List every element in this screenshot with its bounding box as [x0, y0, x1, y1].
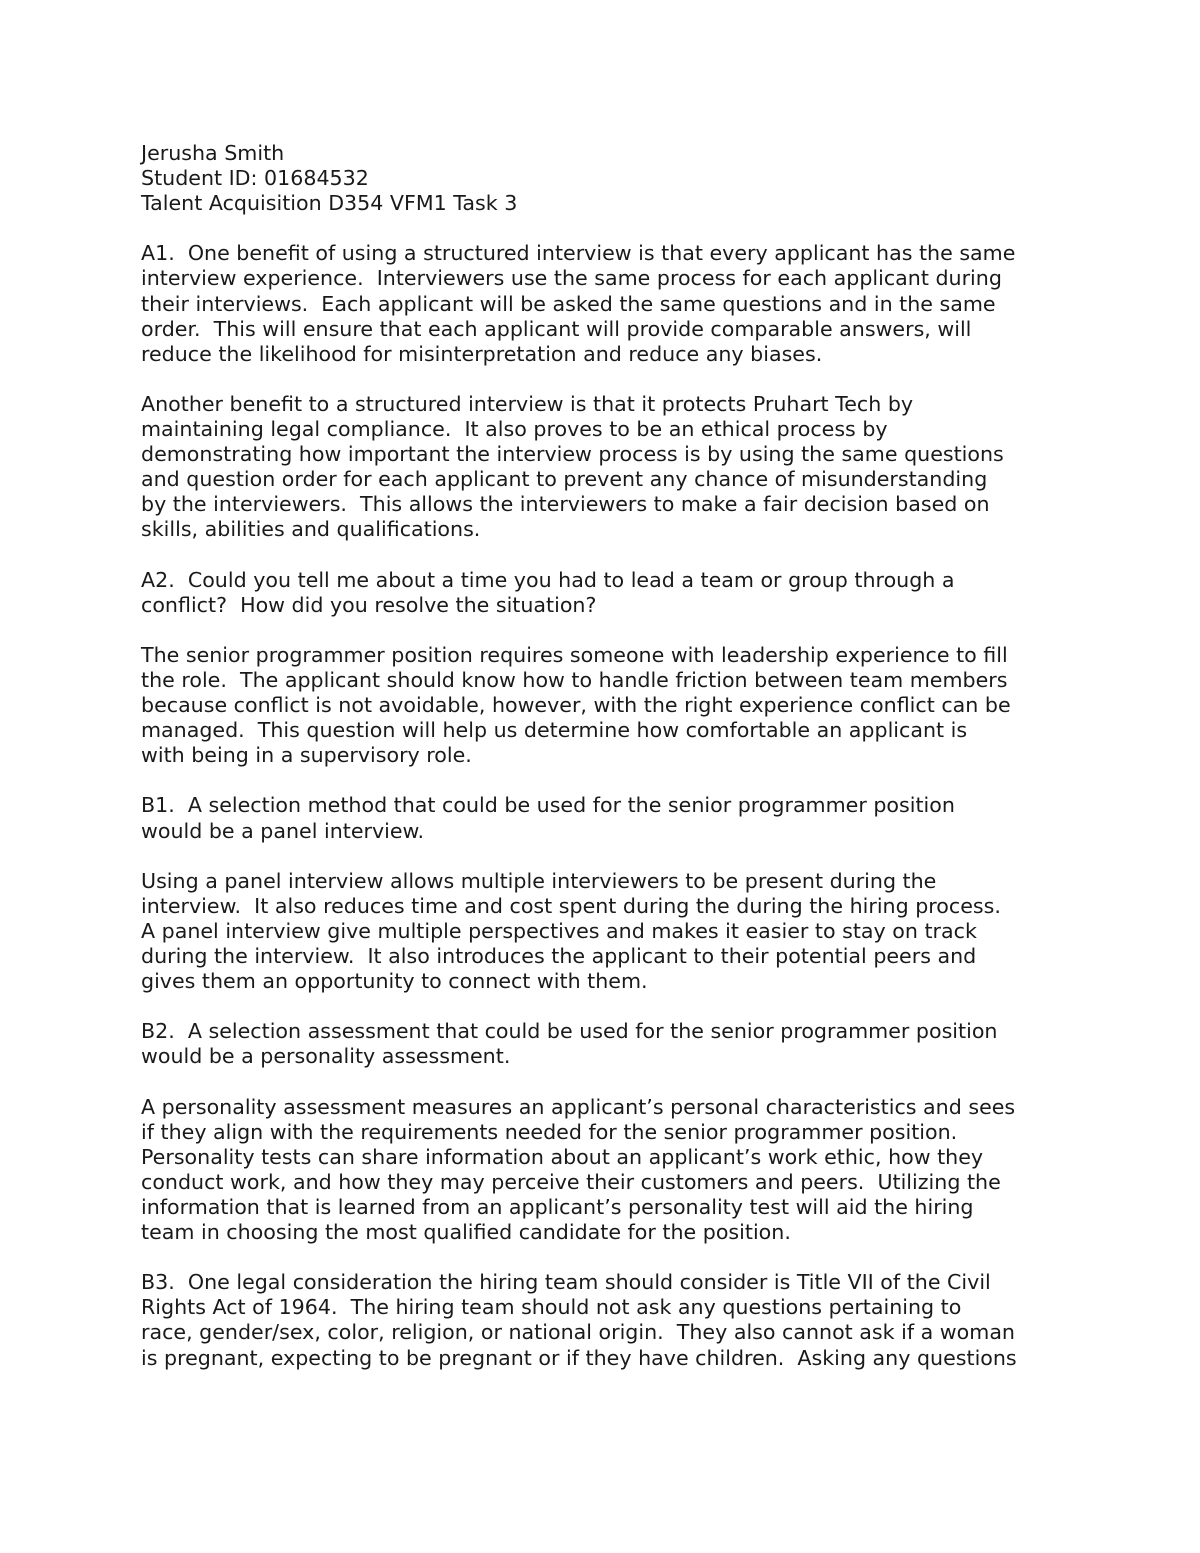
text-line: Using a panel interview allows multiple interviewers to be present during the — [141, 868, 937, 893]
text-line: B3. One legal consideration the hiring team should consider is Title VII of the Civil — [141, 1270, 991, 1295]
paragraph-b1-second — [141, 869, 1066, 994]
paragraph-b2-second — [141, 1095, 1066, 1246]
text-line: maintaining legal compliance. It also proves to be an ethical process by — [141, 417, 888, 442]
text-line: A panel interview give multiple perspectives and makes it easier to stay on track — [141, 918, 977, 943]
text-line: reduce the likelihood for misinterpretation and reduce any biases. — [141, 341, 823, 366]
text-line: A1. One benefit of using a structured interview is that every applicant has the same — [141, 241, 1016, 266]
text-line: race, gender/sex, color, religion, or national origin. They also cannot ask if a woman — [141, 1320, 1015, 1345]
text-line: interview experience. Interviewers use the same process for each applicant during — [141, 266, 1002, 291]
document-page — [141, 141, 1066, 1371]
text-line: would be a personality assessment. — [141, 1044, 511, 1069]
text-line: conflict? How did you resolve the situation? — [141, 592, 597, 617]
student-id: Student ID: 01684532 — [141, 166, 369, 191]
text-line: interview. It also reduces time and cost spent during the during the hiring process. — [141, 893, 1001, 918]
text-line: with being in a supervisory role. — [141, 743, 472, 768]
text-line: gives them an opportunity to connect with them. — [141, 969, 648, 994]
text-line: and question order for each applicant to prevent any chance of misunderstanding — [141, 467, 988, 492]
paragraph-b3 — [141, 1270, 1066, 1370]
text-line: Personality tests can share information about an applicant’s work ethic, how they — [141, 1144, 984, 1169]
text-line: managed. This question will help us determine how comfortable an applicant is — [141, 718, 968, 743]
text-line: skills, abilities and qualifications. — [141, 517, 481, 542]
text-line: team in choosing the most qualified candidate for the position. — [141, 1220, 791, 1245]
text-line: the role. The applicant should know how to handle friction between team members — [141, 667, 1008, 692]
text-line: information that is learned from an applicant’s personality test will aid the hiring — [141, 1194, 974, 1219]
text-line: Another benefit to a structured interview is that it protects Pruhart Tech by — [141, 391, 914, 416]
text-line: A2. Could you tell me about a time you had to lead a team or group through a — [141, 567, 955, 592]
text-line: because conflict is not avoidable, however, with the right experience conflict can be — [141, 693, 1011, 718]
author-name: Jerusha Smith — [141, 141, 285, 165]
text-line: demonstrating how important the interview process is by using the same questions — [141, 442, 1004, 467]
text-line: A personality assessment measures an applicant’s personal characteristics and sees — [141, 1094, 1016, 1119]
text-line: conduct work, and how they may perceive their customers and peers. Utilizing the — [141, 1169, 1001, 1194]
text-line: B1. A selection method that could be used for the senior programmer position — [141, 793, 955, 818]
text-line: if they align with the requirements needed for the senior programmer position. — [141, 1119, 958, 1144]
text-line: The senior programmer position requires someone with leadership experience to fill — [141, 642, 1008, 667]
text-line: would be a panel interview. — [141, 818, 425, 843]
paragraph-b1 — [141, 793, 1066, 843]
text-line: their interviews. Each applicant will be asked the same questions and in the same — [141, 291, 996, 316]
paragraph-a2 — [141, 568, 1066, 618]
text-line: B2. A selection assessment that could be used for the senior programmer position — [141, 1019, 998, 1044]
text-line: by the interviewers. This allows the interviewers to make a fair decision based on — [141, 492, 990, 517]
paragraph-a2-second — [141, 643, 1066, 768]
text-line: Rights Act of 1964. The hiring team should not ask any questions pertaining to — [141, 1295, 962, 1320]
paragraph-b2 — [141, 1019, 1066, 1069]
text-line: is pregnant, expecting to be pregnant or if they have children. Asking any questions — [141, 1345, 1017, 1370]
text-line: during the interview. It also introduces the applicant to their potential peers and — [141, 944, 977, 968]
course-title: Talent Acquisition D354 VFM1 Task 3 — [141, 191, 518, 216]
paragraph-a1-second — [141, 392, 1066, 543]
paragraph-a1 — [141, 241, 1066, 366]
text-line: order. This will ensure that each applicant will provide comparable answers, will — [141, 316, 972, 341]
